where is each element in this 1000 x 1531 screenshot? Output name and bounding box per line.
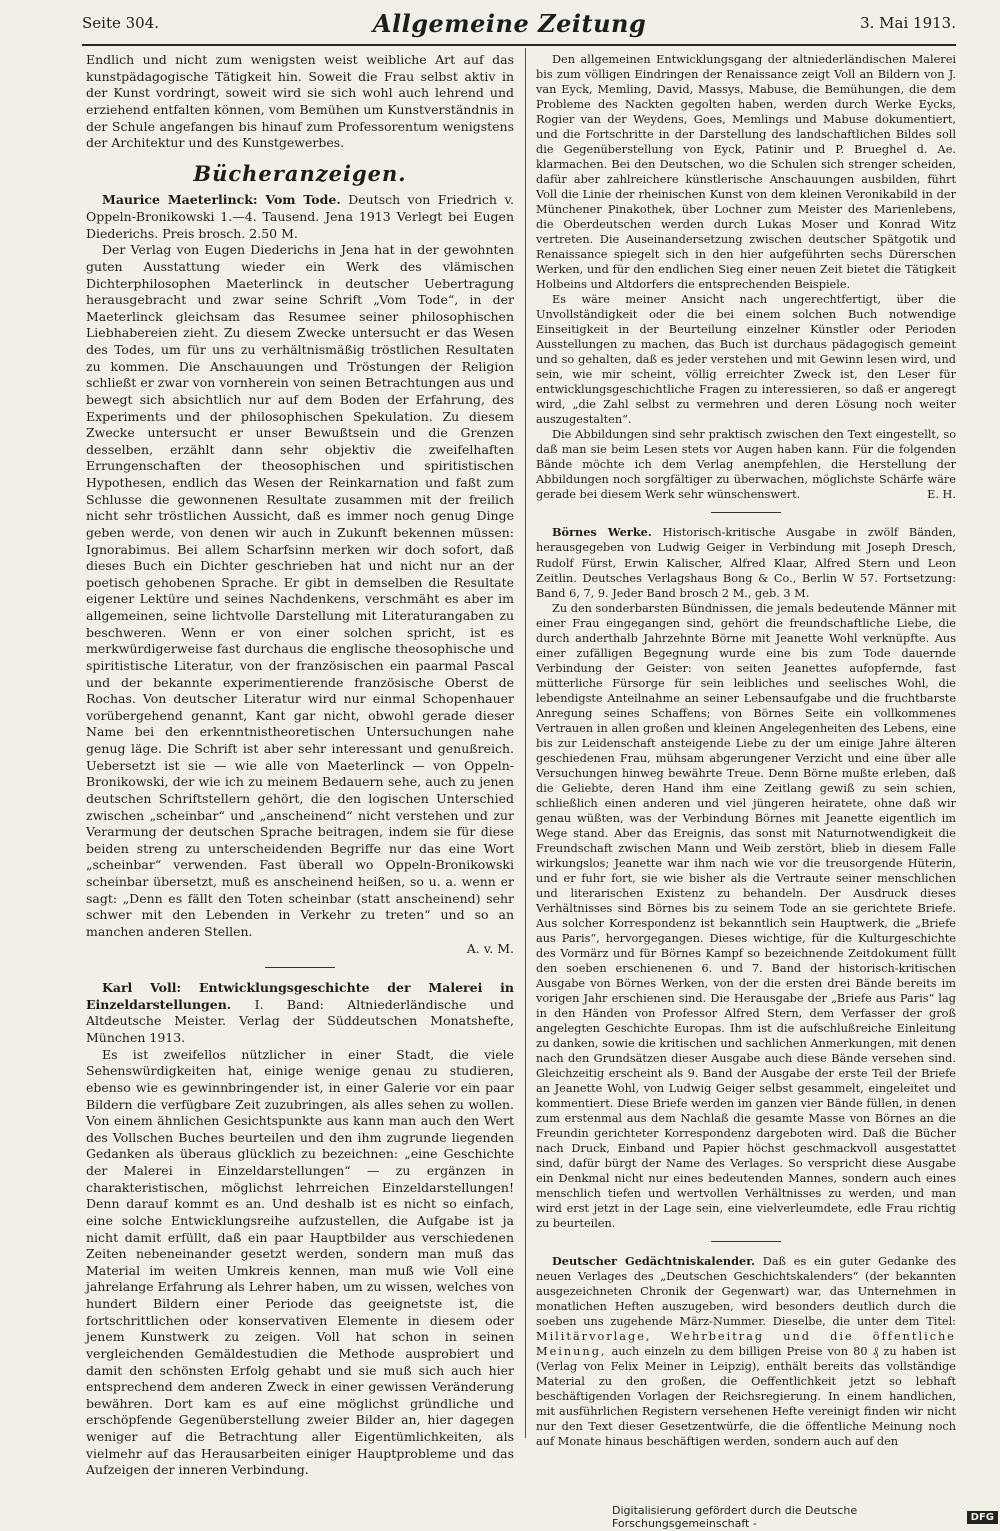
review-voll-body-2: Den allgemeinen Entwicklungsgang der altniederländischen Malerei bis zum völligen Eindringen der Renaissance zeigt Voll an Bildern von J. van Eyck, Memling, David, Massys, Mabuse, die Bemühungen, die dem Probleme des Nackten gegolten haben, werden durch Werke Eycks, Rogier van der Weydens, Goes, Memlings und Mabuse dokumentiert, und die Fortschritte in der Darstellung des landschaftlichen Bildes soll die Gegenüberstellung von Eyck, Patinir und P. Brueghel d. Ae. klarmachen. Bei den Deutschen, wo die Schulen sich strenger scheiden, dafür aber zahlreichere künstlerische Anschauungen ausbilden, führt Voll die Linie der rheinischen Kunst von dem kleinen Veronikabild in der Münchener Pinakothek, über Lochner zum Meister des Marienlebens, die Oberdeutschen werden durch Lukas Moser und Konrad Witz vertreten. Die Auseinandersetzung zwischen deutscher Spätgotik und Renaissance spiegelt sich in den hier aufgeführten sechs Dürerschen Werken, und für den endlichen Sieg einer neuen Zeit bietet die Tätigkeit Holbeins und Altdorfers die entsprechenden Beispiele. xyxy=(536,53,956,292)
review-voll-body-3: Es wäre meiner Ansicht nach ungerechtfertigt, über die Unvollständigkeit oder die bei einem solchen Buch notwendige Einseitigkeit in der Beurteilung einzelner Künstler oder Perioden Ausstellungen zu machen, das Buch ist durchaus pädagogisch gemeint und so gehalten, daß es jeder verstehen und mit Gewinn lesen wird, und sein, wie mir scheint, völlig erreichter Zweck ist, den Leser für entwicklungsgeschichtliche Fragen zu interessieren, so daß er angeregt wird, „die Zahl selbst zu vermehren und deren Lösung noch weiter auszugestalten“. xyxy=(536,293,956,427)
column-divider xyxy=(525,48,526,1438)
review-maeterlinck-heading xyxy=(86,192,514,242)
review-kalender xyxy=(536,1254,956,1449)
review-spaced-title: Militärvorlage, Wehrbeitrag und die öffentliche Meinung, xyxy=(536,1330,956,1359)
review-boerne-body: Zu den sonderbarsten Bündnissen, die jemals bedeutende Männer mit einer Frau eingegangen sind, gehört die freundschaftliche Liebe, die durch anderthalb Jahrzehnte Börne mit Jeanette Wohl verknüpfte. Aus einer zufälligen Begegnung wurde eine bis zum Tode dauernde Verbindung der Geister: von seiten Jeanettes aufopfernde, fast mütterliche Fürsorge für sein leibliches und seelisches Wohl, die lebendigste Anteilnahme an seiner Lebensaufgabe und die fruchtbarste Anregung seines Schaffens; von Börnes Seite ein vollkommenes Vertrauen in allen großen und kleinen Angelegenheiten des Lebens, eine bis zur Leidenschaft ansteigende Liebe zu der um einige Jahre älteren geschiedenen Frau, mühsam abgerungener Verzicht und eine über alle Versuchungen hinweg bewährte Treue. Denn Börne mußte erleben, daß die Geliebte, deren Hand ihm eine Zeitlang gewiß zu sein schien, schließlich einen anderen und viel jüngeren heiratete, ohne daß wir genau wüßten, was der Verbindung Börnes mit Jeanette eigentlich im Wege stand. Aber das Ereignis, das sonst mit Naturnotwendigkeit die Freundschaft zwischen Mann und Weib zerstört, blieb in diesem Falle wirkungslos; Jeanette war ihm nach wie vor die treusorgende Hüterin, und er fuhr fort, sie wie bisher als die Vertraute seiner menschlichen und literarischen Existenz zu behandeln. Der Ausdruck dieses Verhältnisses sind Börnes bis zu seinem Tode an sie gerichtete Briefe. Aus solcher Korrespondenz ist bekanntlich sein Hauptwerk, die „Briefe aus Paris“, hervorgegangen. Dieses wichtige, für die Kulturgeschichte des Vormärz und für Börnes Kampf so bezeichnende Zeitdokument füllt den soeben erschienenen 6. und 7. Band der historisch-kritischen Ausgabe von Börnes Werken, von der die ersten drei Bände bereits im vorigen Jahr erschienen sind. Die Herausgabe der „Briefe aus Paris“ lag in den Händen von Professor Alfred Stern, dem Verfasser der groß angelegten Geschichte Europas. Ihm ist die aufschlußreiche Einleitung zu danken, sowie die kritischen und sachlichen Anmerkungen, mit denen nach den Grundsätzen dieser Ausgabe auch diese Bände versehen sind. Gleichzeitig erscheint als 9. Band der Ausgabe der erste Teil der Briefe an Jeanette Wohl, von Ludwig Geiger selbst gesammelt, eingeleitet und kommentiert. Diese Briefe werden im ganzen vier Bände füllen, in denen zum erstenmal aus dem Nachlaß die gesamte Masse von Börnes an die Freundin gerichteter Korrespondenz dargeboten wird. Daß die Bücher nach Druck, Einband und Papier höchst geschmackvoll ausgestattet sind, dafür bürgt der Name des Verlages. So verspricht diese Ausgabe ein Denkmal nicht nur eines bedeutenden Mannes, sondern auch eines menschlich tiefen und wertvollen Verhältnisses zu werden, und man wird erst jetzt in der Lage sein, eine vielverleumdete, edle Frau richtig zu beurteilen. xyxy=(536,601,956,1231)
masthead: Allgemeine Zeitung xyxy=(372,8,647,38)
review-voll-body-4 xyxy=(536,427,956,502)
page-number: Seite 304. xyxy=(82,14,160,32)
review-voll-body-1: Es ist zweifellos nützlicher in einer Stadt, die viele Sehenswürdigkeiten hat, einige wenige genau zu studieren, ebenso wie es gewinnbringender ist, in einer Galerie vor ein paar Bildern die verfügbare Zeit zuzubringen, als alles sehen zu wollen. Von einem ähnlichen Gesichtspunkte aus kann man auch den Wert des Vollschen Buches beurteilen und den ihm zugrunde liegenden Gedanken als überaus glücklich zu bezeichnen: „eine Geschichte der Malerei in Einzeldarstellungen“ — zu ergänzen in charakteristischen, möglichst lehrreichen Einzeldarstellungen! Denn darauf kommt es an. Und deshalb ist es nicht so einfach, eine solche Entwicklungsreihe aufzustellen, die Aufgabe ist ja nicht damit erfüllt, daß ein paar Hauptbilder aus verschiedenen Zeiten nebeneinander gesetzt werden, sondern man muß das Material im weiten Umkreis kennen, man muß wie Voll eine jahrelange Erfahrung als Lehrer haben, um zu wissen, welches von hundert Bildern einer Periode das geeignetste ist, die fortschrittlichen oder konservativen Elemente in diesem oder jenem Kunstwerk zu zeigen. Voll hat schon in seinen vergleichenden Gemäldestudien die Methode ausprobiert und damit den schönsten Erfolg gehabt und sie muß sich auch hier entsprechend dem anderen Zweck in einer gewissen Veränderung bewähren. Dort kam es auf eine möglichst gründliche und erschöpfende Gegenüberstellung zweier Bilder an, hier dagegen weniger auf die Betrachtung aller Eigentümlichkeiten, als vielmehr auf das Herausarbeiten einiger Hauptprobleme und das Aufzeigen der inneren Verbindung. xyxy=(86,1046,514,1478)
review-biblio: Historisch-kritische Ausgabe in zwölf Bänden, herausgegeben von Ludwig Geiger in Verbindung mit Joseph Dresch, Rudolf Fürst, Erwin Kalischer, Alfred Klaar, Alfred Stern und Leon Zeitlin. Deutsches Verlagshaus Bong & Co., Berlin W 57. Fortsetzung: Band 6, 7, 9. Jeder Band brosch 2 M., geb. 3 M. xyxy=(536,526,957,600)
page-header xyxy=(82,6,956,40)
left-column xyxy=(86,52,514,1479)
footer-credit: Digitalisierung gefördert durch die Deutsche Forschungsgemeinschaft - xyxy=(612,1504,858,1530)
review-text: auch einzeln zu dem billigen Preise von 80 ₰ zu haben ist (Verlag von Felix Meiner in Leipzig), enthält bereits das vollständige Material zu den großen, die Oeffentlichkeit jetzt so lebhaft beschäftigenden Vorlagen der Reichsregierung. In einem handlichen, mit ausführlichen Registern versehenen Hefte vereinigt finden wir nicht nur den Text dieser Gesetzentwürfe, die die öffentliche Meinung noch auf Monate hinaus beschäftigen werden, sondern auch auf den xyxy=(536,1345,956,1449)
review-title: Börnes Werke. xyxy=(552,525,652,540)
review-biblio: I. Band: Altniederländische und Altdeutsche Meister. Verlag der Süddeutschen Monatshefte, München 1913. xyxy=(86,996,514,1045)
review-signature-line xyxy=(86,941,514,958)
review-separator xyxy=(265,967,335,968)
review-signature: E. H. xyxy=(927,488,956,502)
section-title: Bücheranzeigen. xyxy=(193,160,407,186)
review-separator xyxy=(711,512,781,513)
review-signature: A. v. M. xyxy=(466,940,514,956)
review-title: Deutscher Gedächtniskalender. xyxy=(552,1254,756,1269)
review-maeterlinck-body: Der Verlag von Eugen Diederichs in Jena hat in der gewohnten guten Ausstattung wieder ein Werk des vlämischen Dichterphilosophen Maeterlinck in deutscher Uebertragung herausgebracht und zwar seine Schrift „Vom Tode“, in der Maeterlinck gleichsam das Resumee seiner philosophischen Liebhabereien zieht. Zu diesem Zwecke untersucht er das Wesen des Todes, um für uns zu verhältnismäßig tröstlichen Resultaten zu kommen. Die Anschauungen und Tröstungen der Religion schließt er zwar von vornherein von seinen Betrachtungen aus und bewegt sich absichtlich nur auf dem Boden der Erfahrung, des Experiments und der philosophischen Spekulation. Zu diesem Zwecke untersucht er unser Bewußtsein und die Grenzen desselben, erzählt dann sehr objektiv die zweifelhaften Errungenschaften der theosophischen und spiritistischen Hypothesen, endlich das Wesen der Reinkarnation und faßt zum Schlusse die gewonnenen Resultate zusammen mit der freilich nicht sehr tröstlichen Aussicht, daß es immer noch genug Dinge geben werde, von denen wir auch in Zukunft bekennen müssen: Ignorabimus. Bei allem Scharfsinn merken wir doch sofort, daß dieses Buch ein Dichter geschrieben hat und nicht nur an der poetisch gehobenen Sprache. Er gibt in demselben die Resultate eigener Lektüre und seines Nachdenkens, verschmäht es aber im allgemeinen, seine lichtvolle Darstellung mit Literaturangaben zu beschweren. Wenn er von einer solchen spricht, ist es merkwürdigerweise fast durchaus die englische theosophische und spiritistische Literatur, von der französischen ein paarmal Pascal und der bekannte experimentierende französische Oberst de Rochas. Von deutscher Literatur wird nur einmal Schopenhauer vorübergehend genannt, Kant gar nicht, obwohl gerade dieser Name bei den erkenntnistheoretischen Untersuchungen nahe genug läge. Die Schrift ist aber sehr interessant und genußreich. Uebersetzt ist sie — wie alle von Maeterlinck — von Oppeln-Bronikowski, der wie ich zu meinem Bedauern sehe, auch zu jenen deutschen Schriftstellern gehört, die den logischen Unterschied zwischen „scheinbar“ und „anscheinend“ nicht verstehen und zur Verarmung der deutschen Sprache beitragen, indem sie für diese beiden streng zu unterscheidenden Begriffe nur das eine Wort „scheinbar“ verwenden. Fast überall wo Oppeln-Bronikowski scheinbar übersetzt, muß es anscheinend heißen, so u. a. wenn er sagt: „Denn es fällt den Toten scheinbar (statt anscheinend) sehr schwer mit den Lebenden in Verkehr zu treten“ und so an manchen anderen Stellen. xyxy=(86,242,514,939)
review-text: Die Abbildungen sind sehr praktisch zwischen den Text eingestellt, so daß man sie beim Lesen stets vor Augen haben kann. Für die folgenden Bände möchte ich dem Verlag anempfehlen, die Herstellung der Abbildungen noch sorgfältiger zu überwachen, möglichste Schärfe wäre gerade bei diesem Werk sehr wünschenswert. xyxy=(536,428,956,502)
dfg-logo: DFG xyxy=(967,1511,998,1524)
issue-date: 3. Mai 1913. xyxy=(860,14,956,32)
review-voll-heading xyxy=(86,980,514,1047)
right-column xyxy=(536,52,956,1449)
review-title: Maurice Maeterlinck: Vom Tode. xyxy=(102,192,341,208)
review-boerne-heading xyxy=(536,525,956,600)
review-separator xyxy=(711,1241,781,1242)
review-title: Karl Voll: Entwicklungsgeschichte der Malerei in Einzeldarstellungen. xyxy=(86,980,514,1012)
review-text: Daß es ein guter Gedanke des neuen Verlages des „Deutschen Geschichtskalenders“ (der bekannten ausgezeichneten Chronik der Gegenwart) war, das Unternehmen in monatlichen Heften auszugeben, wird besonders deutlich durch die soeben uns zugehende März-Nummer. Dieselbe, die unter dem Titel: xyxy=(536,1255,956,1329)
digitization-footer xyxy=(612,1506,998,1528)
review-biblio: Deutsch von Friedrich v. Oppeln-Bronikowski 1.—4. Tausend. Jena 1913 Verlegt bei Eugen Diederichs. Preis brosch. 2.50 M. xyxy=(86,192,514,241)
intro-paragraph: Endlich und nicht zum wenigsten weist weibliche Art auf das kunstpädagogische Tätigkeit hin. Soweit die Frau selbst aktiv in der Kunst vordringt, soweit wird sie sich wohl auch lehrend und erziehend entfalten können, vom Bemühen um Kunstverständnis in der Schule angefangen bis hinauf zum Professorentum wenigstens der Architektur und des Kunstgewerbes. xyxy=(86,52,514,151)
header-rule xyxy=(82,44,956,46)
